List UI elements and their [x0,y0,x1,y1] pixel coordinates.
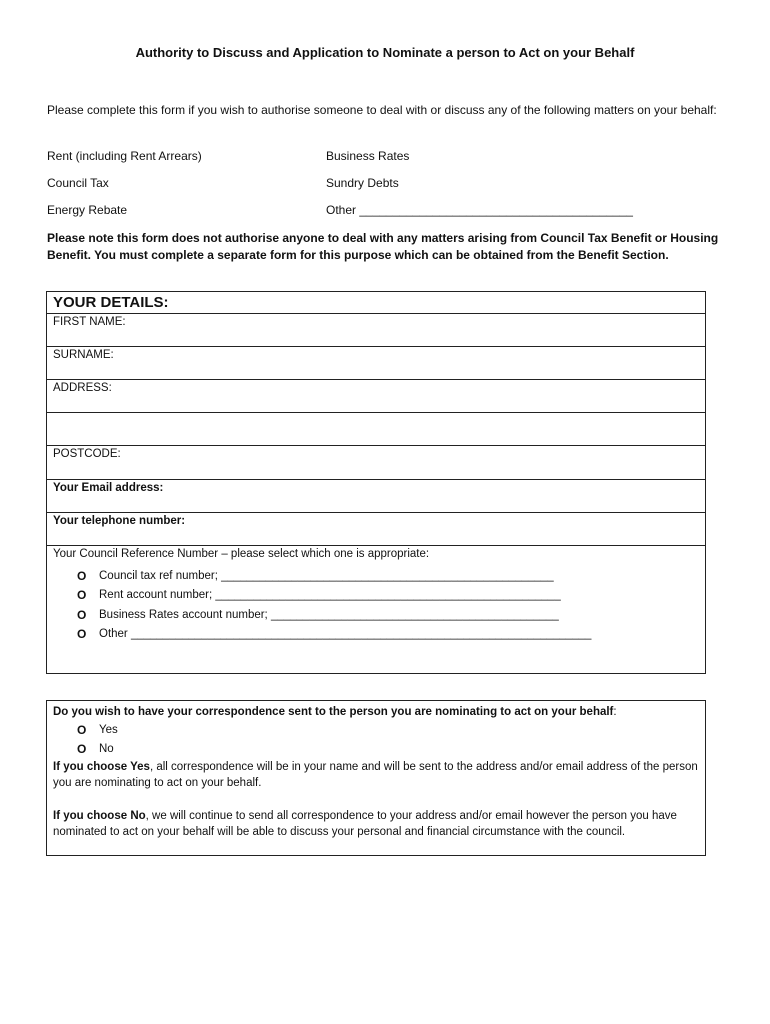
reference-prompt: Your Council Reference Number – please select which one is appropriate: [53,548,430,560]
matter-rent: Rent (including Rent Arrears) [47,149,202,163]
address-field[interactable]: ADDRESS: [47,380,705,413]
option-rent-account[interactable] [53,586,705,606]
intro-text: Please complete this form if you wish to authorise someone to deal with or discuss any of the following matters on your behalf: [47,103,717,117]
benefit-note: Please note this form does not authorise anyone to deal with any matters arising from Council Tax Benefit or Housing Benefit. You must complete a separate form for this purpose which can be obtained from the Benefit Section. [47,231,719,262]
option-bullet-icon: O [77,568,87,583]
option-no-label: No [99,742,114,755]
option-council-tax-ref[interactable] [53,566,705,586]
surname-field[interactable]: SURNAME: [47,347,705,380]
matter-other[interactable]: Other _________________________________________ [326,203,633,217]
email-field[interactable]: Your Email address: [47,480,705,513]
your-details-heading: YOUR DETAILS: [47,292,705,314]
address-line-2-field[interactable] [47,413,705,446]
council-reference-section [47,546,705,673]
your-details-table [46,291,706,674]
first-name-field[interactable]: FIRST NAME: [47,314,705,347]
matter-business-rates: Business Rates [326,149,410,163]
option-yes[interactable] [53,721,699,740]
option-business-rates-account[interactable] [53,605,705,625]
option-other[interactable] [53,625,705,645]
option-bullet-icon: O [77,627,87,642]
option-label: Rent account number; ______________________________________________________ [99,589,561,602]
option-no[interactable] [53,740,699,759]
yes-explanation: If you choose Yes, all correspondence will be in your name and will be sent to the address and/or email address of the person you are nominating to act on your behalf. [53,760,698,789]
matter-council-tax: Council Tax [47,176,109,190]
matter-sundry-debts: Sundry Debts [326,176,399,190]
option-yes-label: Yes [99,723,118,736]
option-bullet-icon: O [77,607,87,622]
option-bullet-icon: O [77,741,87,756]
option-bullet-icon: O [77,588,87,603]
no-explanation: If you choose No, we will continue to send all correspondence to your address and/or email however the person you have nominated to act on your behalf will be able to discuss your personal and financial circumstance with the council. [53,809,677,838]
correspondence-section [46,700,706,856]
option-bullet-icon: O [77,722,87,737]
correspondence-question: Do you wish to have your correspondence sent to the person you are nominating to act on your behalf: [53,706,617,718]
matter-energy-rebate: Energy Rebate [47,203,128,217]
option-label: Council tax ref number; ____________________________________________________ [99,569,554,582]
postcode-field[interactable]: POSTCODE: [47,446,705,480]
option-label: Other ________________________________________________________________________ [99,628,592,641]
page-title: Authority to Discuss and Application to Nominate a person to Act on your Behalf [135,45,635,60]
telephone-field[interactable]: Your telephone number: [47,513,705,546]
option-label: Business Rates account number; _____________________________________________ [99,608,559,621]
